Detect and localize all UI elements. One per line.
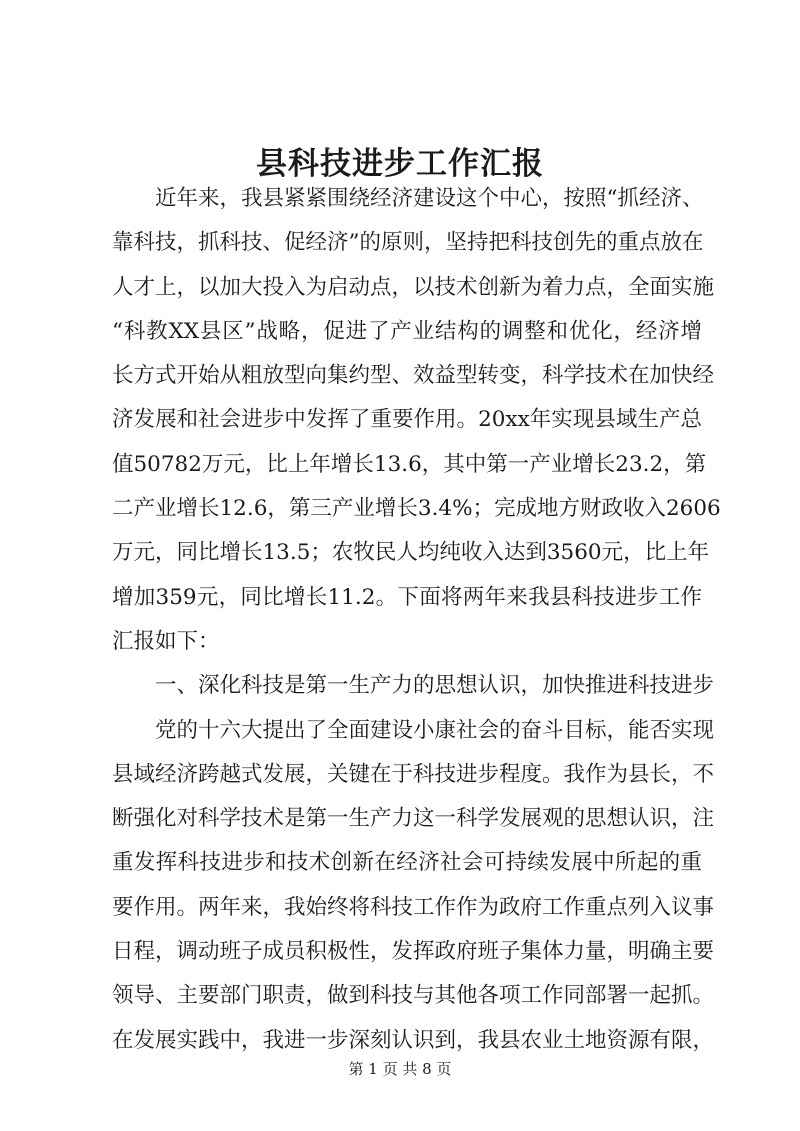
paragraph-line: 汇报如下： xyxy=(112,628,220,654)
paragraph-line: 长方式开始从粗放型向集约型、效益型转变，科学技术在加快经 xyxy=(112,363,715,389)
paragraph-line: 万元，同比增长13.5；农牧民人均纯收入达到3560元，比上年 xyxy=(112,540,710,566)
paragraph-line: 断强化对科学技术是第一生产力这一科学发展观的思想认识，注 xyxy=(112,806,715,832)
paragraph-line: 值50782万元，比上年增长13.6，其中第一产业增长23.2，第 xyxy=(112,451,707,477)
paragraph-line: 县域经济跨越式发展，关键在于科技进步程度。我作为县长，不 xyxy=(112,761,715,787)
paragraph-line: 在发展实践中，我进一步深刻认识到，我县农业土地资源有限， xyxy=(112,1027,715,1053)
document-title: 县科技进步工作汇报 xyxy=(256,146,544,182)
paragraph-line: 领导、主要部门职责，做到科技与其他各项工作同部署一起抓。 xyxy=(112,983,715,1009)
paragraph-line: 济发展和社会进步中发挥了重要作用。20xx年实现县域生产总 xyxy=(112,407,702,433)
page-footer: 第 1 页 共 8 页 xyxy=(348,1060,452,1078)
paragraph-line: 二产业增长12.6，第三产业增长3.4%；完成地方财政收入2606 xyxy=(112,496,721,522)
section-heading: 一、深化科技是第一生产力的思想认识，加快推进科技进步 xyxy=(155,673,715,699)
paragraph-line: 党的十六大提出了全面建设小康社会的奋斗目标，能否实现 xyxy=(155,717,715,743)
paragraph-line: 要作用。两年来，我始终将科技工作作为政府工作重点列入议事 xyxy=(112,894,715,920)
paragraph-line: 靠科技，抓科技、促经济”的原则，坚持把科技创先的重点放在 xyxy=(112,230,704,256)
paragraph-line: 增加359元，同比增长11.2。下面将两年来我县科技进步工作 xyxy=(112,584,702,610)
paragraph-line: 人才上，以加大投入为启动点，以技术创新为着力点，全面实施 xyxy=(112,274,715,300)
paragraph-line: “科教XX县区”战略，促进了产业结构的调整和优化，经济增 xyxy=(112,318,702,344)
document-body xyxy=(112,177,721,1063)
paragraph-line: 重发挥科技进步和技术创新在经济社会可持续发展中所起的重 xyxy=(112,850,702,876)
paragraph-line: 近年来，我县紧紧围绕经济建设这个中心，按照“抓经济、 xyxy=(155,186,704,211)
paragraph-line: 日程，调动班子成员积极性，发挥政府班子集体力量，明确主要 xyxy=(112,939,715,965)
